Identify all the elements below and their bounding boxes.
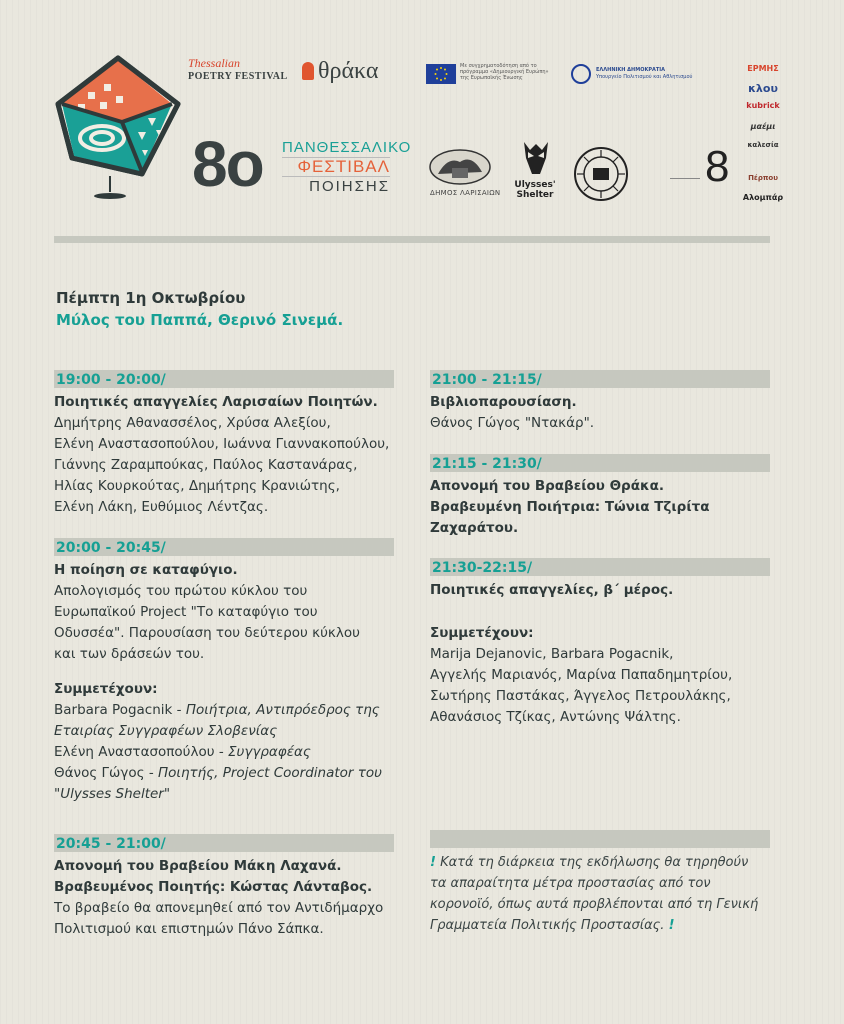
festival-cube-logo — [52, 52, 184, 202]
eight-logo: 8 — [705, 142, 730, 191]
participant-line — [54, 700, 394, 721]
sponsor-maemi: μαέμι — [750, 122, 776, 131]
item-title: Η ποίηση σε καταφύγιο. — [54, 562, 238, 578]
festival-line-2: ΦΕΣΤΙΒΑΛ — [282, 157, 390, 177]
item-title: Ποιητικές απαγγελίες, β΄ μέρος. — [430, 582, 674, 598]
notice-line — [430, 852, 770, 873]
time-label: 20:00 - 20:45/ — [56, 540, 166, 556]
festival-edition: 8o — [192, 128, 263, 200]
item-line: Marija Dejanovic, Barbara Pogacnik, — [430, 646, 674, 662]
sponsor-klou: κλου — [748, 82, 778, 95]
time-label: 19:00 - 20:00/ — [56, 372, 166, 388]
time-bar — [430, 454, 770, 472]
item-title: Βραβευμένος Ποιητής: Κώστας Λάνταβος. — [54, 879, 373, 895]
item-title: Απονομή του Βραβείου Μάκη Λαχανά. — [54, 858, 342, 874]
time-label: 21:00 - 21:15/ — [432, 372, 542, 388]
time-bar — [430, 370, 770, 388]
item-line: Πολιτισμού και επιστημών Πάνο Σάπκα. — [54, 921, 324, 937]
eight-divider — [670, 178, 700, 179]
program-item-6 — [430, 558, 770, 728]
item-line: Ευρωπαϊκού Project "Το καταφύγιο του — [54, 604, 318, 620]
time-bar — [54, 834, 394, 852]
ministry-text — [596, 67, 706, 81]
program-item-5 — [430, 454, 770, 539]
greek-republic-seal-icon — [571, 64, 591, 84]
item-line: Θάνος Γώγος "Ντακάρ". — [430, 415, 595, 431]
item-line: Ελένη Λάκη, Ευθύμιος Λέντζας. — [54, 499, 269, 515]
ministry-line-2: Υπουργείο Πολιτισμού και Αθλητισμού — [596, 74, 693, 80]
eu-funding-text: Με συγχρηματοδότηση από το πρόγραμμα «Δημιουργική Ευρώπη» της Ευρωπαϊκής Ένωσης — [460, 63, 549, 81]
notice-line — [430, 915, 770, 936]
program-item-3 — [54, 834, 394, 940]
participant-line — [54, 742, 394, 763]
participant-line: "Ulysses Shelter" — [54, 786, 171, 802]
participant-name: Θάνος Γώγος - — [54, 765, 158, 781]
event-date: Πέμπτη 1η Οκτωβρίου — [56, 289, 246, 307]
flame-icon — [302, 62, 314, 80]
time-bar — [54, 370, 394, 388]
item-title: Ποιητικές απαγγελίες Λαρισαίων Ποιητών. — [54, 394, 378, 410]
festival-line-3: ΠΟΙΗΣΗΣ — [309, 178, 390, 195]
time-label: 21:15 - 21:30/ — [432, 456, 542, 472]
item-title: Ζαχαράτου. — [430, 520, 519, 536]
ministry-line-1: ΕΛΛΗΝΙΚΗ ΔΗΜΟΚΡΑΤΙΑ — [596, 67, 666, 73]
item-title: Βιβλιοπαρουσίαση. — [430, 394, 577, 410]
thraka-logo — [302, 58, 379, 85]
covid-notice — [430, 830, 770, 936]
item-title: Βραβευμένη Ποιήτρια: Τώνια Τζιρίτα — [430, 499, 710, 515]
program-item-1 — [54, 370, 394, 518]
notice-bar — [430, 830, 770, 848]
participant-role: Ποιήτρια, Αντιπρόεδρος της — [185, 702, 380, 718]
sponsor-ermis: ΕΡΜΗΣ — [747, 64, 779, 73]
participant-role: Ποιητής, Project Coordinator του — [158, 765, 382, 781]
eu-flag-icon — [426, 64, 456, 84]
time-label: 20:45 - 21:00/ — [56, 836, 166, 852]
item-line: Σωτήρης Παστάκας, Άγγελος Πετρουλάκης, — [430, 688, 731, 704]
notice-text: Κατά τη διάρκεια της εκδήλωσης θα τηρηθούν — [440, 855, 749, 870]
thraka-text: θράκα — [318, 58, 379, 84]
sponsor-alompar: Αλομπάρ — [742, 193, 784, 202]
time-bar — [54, 538, 394, 556]
larissa-municipality-text: ΔΗΜΟΣ ΛΑΡΙΣΑΙΩΝ — [430, 189, 501, 197]
sponsor-kubrick: kubrick — [746, 101, 780, 110]
ulysses-shelter-text: Ulysses' Shelter — [514, 180, 556, 200]
larissa-municipality-emblem-icon — [428, 148, 492, 186]
sponsor-kalesia: καλεσία — [747, 141, 779, 149]
thessalian-poetry-festival-logo — [188, 56, 288, 82]
notice-text: Γραμματεία Πολιτικής Προστασίας. — [430, 918, 665, 933]
participant-role: Συγγραφέας — [228, 744, 311, 760]
item-line: Ελένη Αναστασοπούλου, Ιωάννα Γιαννακοπούλου, — [54, 436, 390, 452]
sponsor-perpou: Πέρπου — [748, 174, 778, 182]
item-line: Δημήτρης Αθανασσέλος, Χρύσα Αλεξίου, — [54, 415, 331, 431]
event-venue: Μύλος του Παππά, Θερινό Σινεμά. — [56, 311, 344, 329]
participant-name: Barbara Pogacnik - — [54, 702, 186, 718]
participant-line: Εταιρίας Συγγραφέων Σλοβενίας — [54, 723, 278, 739]
participant-name: Ελένη Αναστασοπούλου - — [54, 744, 228, 760]
tpf-line-1: Thessalian — [188, 56, 241, 70]
festival-name — [282, 138, 412, 197]
notice-line: τα απαραίτητα μέτρα προστασίας από τον — [430, 876, 711, 891]
participant-line — [54, 763, 394, 784]
item-line: Απολογισμός του πρώτου κύκλου του — [54, 583, 308, 599]
participants-label: Συμμετέχουν: — [430, 625, 534, 641]
item-line: Γιάννης Ζαραμπούκας, Παύλος Καστανάρας, — [54, 457, 358, 473]
item-line: Οδυσσέα". Παρουσίαση του δεύτερου κύκλου — [54, 625, 360, 641]
item-line: Αθανάσιος Τζίκας, Αντώνης Ψάλτης. — [430, 709, 681, 725]
festival-line-1: ΠΑΝΘΕΣΣΑΛΙΚΟ — [282, 139, 412, 156]
exclamation-icon: ! — [430, 855, 436, 870]
item-line: και των δράσεών του. — [54, 646, 205, 662]
item-line: Ηλίας Κουρκούτας, Δημήτρης Κρανιώτης, — [54, 478, 340, 494]
item-line: Το βραβείο θα απονεμηθεί από τον Αντιδήμαρχο — [54, 900, 384, 916]
notice-line: κορονοϊό, όπως αυτά προβλέπονται από τη Γενική — [430, 897, 759, 912]
program-item-2 — [54, 538, 394, 805]
exclamation-icon: ! — [668, 918, 675, 933]
program-item-4 — [430, 370, 770, 434]
poetry-seal-icon — [573, 146, 629, 202]
tpf-line-2: POETRY FESTIVAL — [188, 71, 288, 82]
item-title: Απονομή του Βραβείου Θράκα. — [430, 478, 664, 494]
time-label: 21:30-22:15/ — [432, 560, 533, 576]
ulysses-dog-icon — [514, 138, 558, 178]
item-line: Αγγελής Μαριανός, Μαρίνα Παπαδημητρίου, — [430, 667, 733, 683]
participants-label: Συμμετέχουν: — [54, 681, 158, 697]
header-divider — [54, 236, 770, 243]
time-bar — [430, 558, 770, 576]
